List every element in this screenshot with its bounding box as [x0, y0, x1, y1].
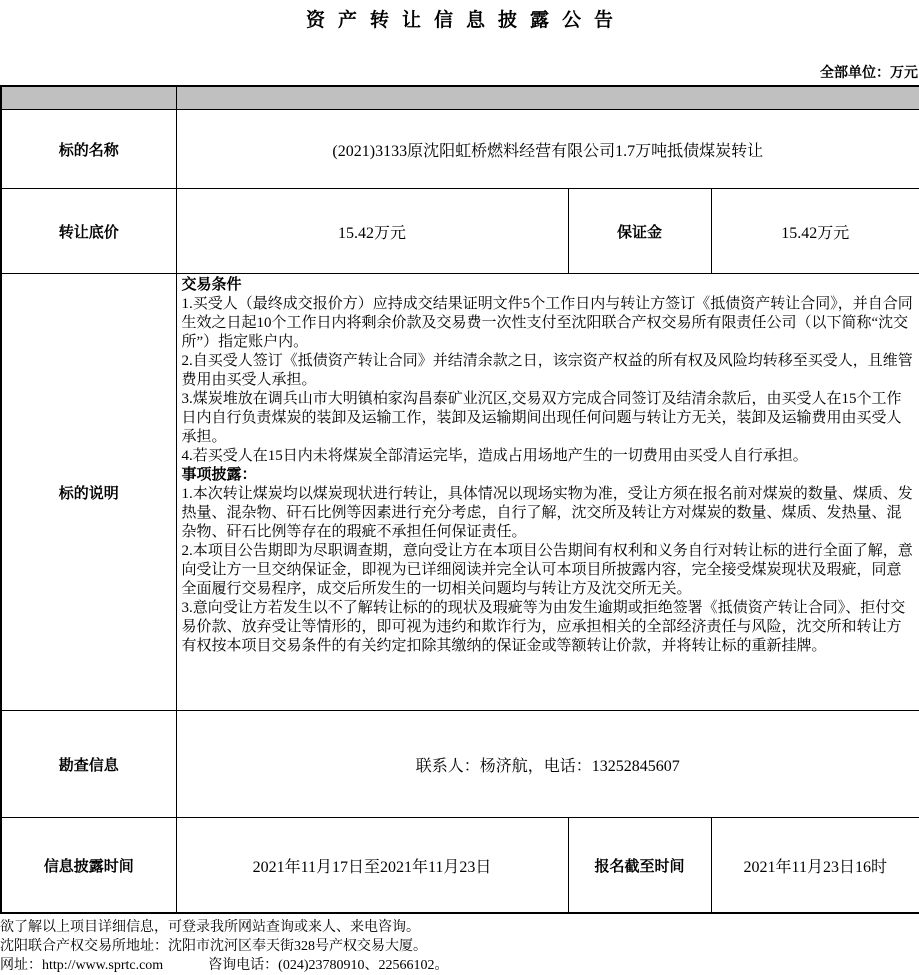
- table-header-row: [1, 86, 919, 110]
- description-content: [176, 274, 919, 711]
- disclosure-item-1: 1.本次转让煤炭均以煤炭现状进行转让，具体情况以现场实物为准，受让方须在报名前对煤炭的数量、煤质、发热量、混杂物、矸石比例等因素进行充分考虑，自行了解，沈交所及转让方对煤炭的数量、煤质、发热量、混杂物、矸石比例等存在的瑕疵不承担任何保证责任。: [181, 486, 913, 540]
- disclosure-period-label: 信息披露时间: [1, 818, 176, 914]
- disclosure-item-2: 2.本项目公告期即为尽职调查期，意向受让方在本项目公告期间有权利和义务自行对转让标的进行全面了解，意向受让方一旦交纳保证金，即视为已详细阅读并完全认可本项目所披露内容，完全接受煤炭现状及瑕疵，同意全面履行交易程序，成交后所发生的一切相关问题均与转让方及沈交所无关。: [181, 543, 913, 597]
- subject-name-label: 标的名称: [1, 110, 176, 189]
- footer-website: 网址：http://www.sprtc.com: [0, 958, 164, 973]
- condition-item-4: 4.若买受人在15日内未将煤炭全部清运完毕，造成占用场地产生的一切费用由买受人自行承担。: [181, 448, 808, 464]
- survey-contact-value: 联系人：杨济航，电话：13252845607: [176, 711, 919, 818]
- table-row-subject-name: [1, 110, 919, 189]
- disclosure-item-3: 3.意向受让方若发生以不了解转让标的的现状及瑕疵等为由发生逾期或拒绝签署《抵债资产转让合同》、拒付交易价款、放弃受让等情形的，即可视为违约和欺诈行为，应承担相关的全部经济责任与风险，沈交所和转让方有权按本项目交易条件的有关约定扣除其缴纳的保证金或等额转让价款，并将转让标的重新挂牌。: [181, 600, 906, 654]
- disclosure-period-value: 2021年11月17日至2021年11月23日: [176, 818, 568, 914]
- survey-info-label: 勘查信息: [1, 711, 176, 818]
- transaction-conditions-heading: 交易条件: [181, 277, 242, 293]
- deposit-value: 15.42万元: [711, 189, 919, 274]
- registration-deadline-value: 2021年11月23日16时: [711, 818, 919, 914]
- base-price-value: 15.42万元: [176, 189, 568, 274]
- description-label: 标的说明: [1, 274, 176, 711]
- unit-note: 全部单位：万元: [820, 66, 918, 81]
- registration-deadline-label: 报名截至时间: [568, 818, 711, 914]
- footer-phone: 咨询电话：(024)23780910、22566102。: [208, 958, 449, 973]
- header-cell-right: [176, 86, 919, 110]
- table-row-survey: [1, 711, 919, 818]
- condition-item-3: 3.煤炭堆放在调兵山市大明镇柏家沟昌泰矿业沉区,交易双方完成合同签订及结清余款后，由买受人在15个工作日内自行负责煤炭的装卸及运输工作，装卸及运输期间出现任何问题与转让方无关，装卸及运输费用由买受人承担。: [181, 391, 902, 445]
- footer-line-address: 沈阳联合产权交易所地址：沈阳市沈河区奉天街328号产权交易大厦。: [0, 939, 427, 954]
- footer-line-contacts: [0, 956, 919, 975]
- condition-item-2: 2.自买受人签订《抵债资产转让合同》并结清余款之日，该宗资产权益的所有权及风险均转移至买受人，且维管费用由买受人承担。: [181, 353, 913, 388]
- subject-name-value: (2021)3133原沈阳虹桥燃料经营有限公司1.7万吨抵债煤炭转让: [176, 110, 919, 189]
- table-row-disclosure-time: [1, 818, 919, 914]
- header-cell-left: [1, 86, 176, 110]
- matters-disclosure-heading: 事项披露：: [181, 467, 257, 483]
- base-price-label: 转让底价: [1, 189, 176, 274]
- announcement-table: [0, 85, 919, 914]
- page-title: 资产转让信息披露公告: [305, 10, 626, 31]
- condition-item-1: 1.买受人（最终成交报价方）应持成交结果证明文件5个工作日内与转让方签订《抵债资产转让合同》，并自合同生效之日起10个工作日内将剩余价款及交易费一次性支付至沈阳联合产权交易所有限责任公司（以下简称“沈交所”）指定账户内。: [181, 296, 913, 350]
- footer-line-info: 欲了解以上项目详细信息，可登录我所网站查询或来人、来电咨询。: [0, 920, 420, 935]
- table-row-description: [1, 274, 919, 711]
- deposit-label: 保证金: [568, 189, 711, 274]
- table-row-price: [1, 189, 919, 274]
- announcement-page: [0, 10, 919, 975]
- footer-notes: [0, 918, 919, 975]
